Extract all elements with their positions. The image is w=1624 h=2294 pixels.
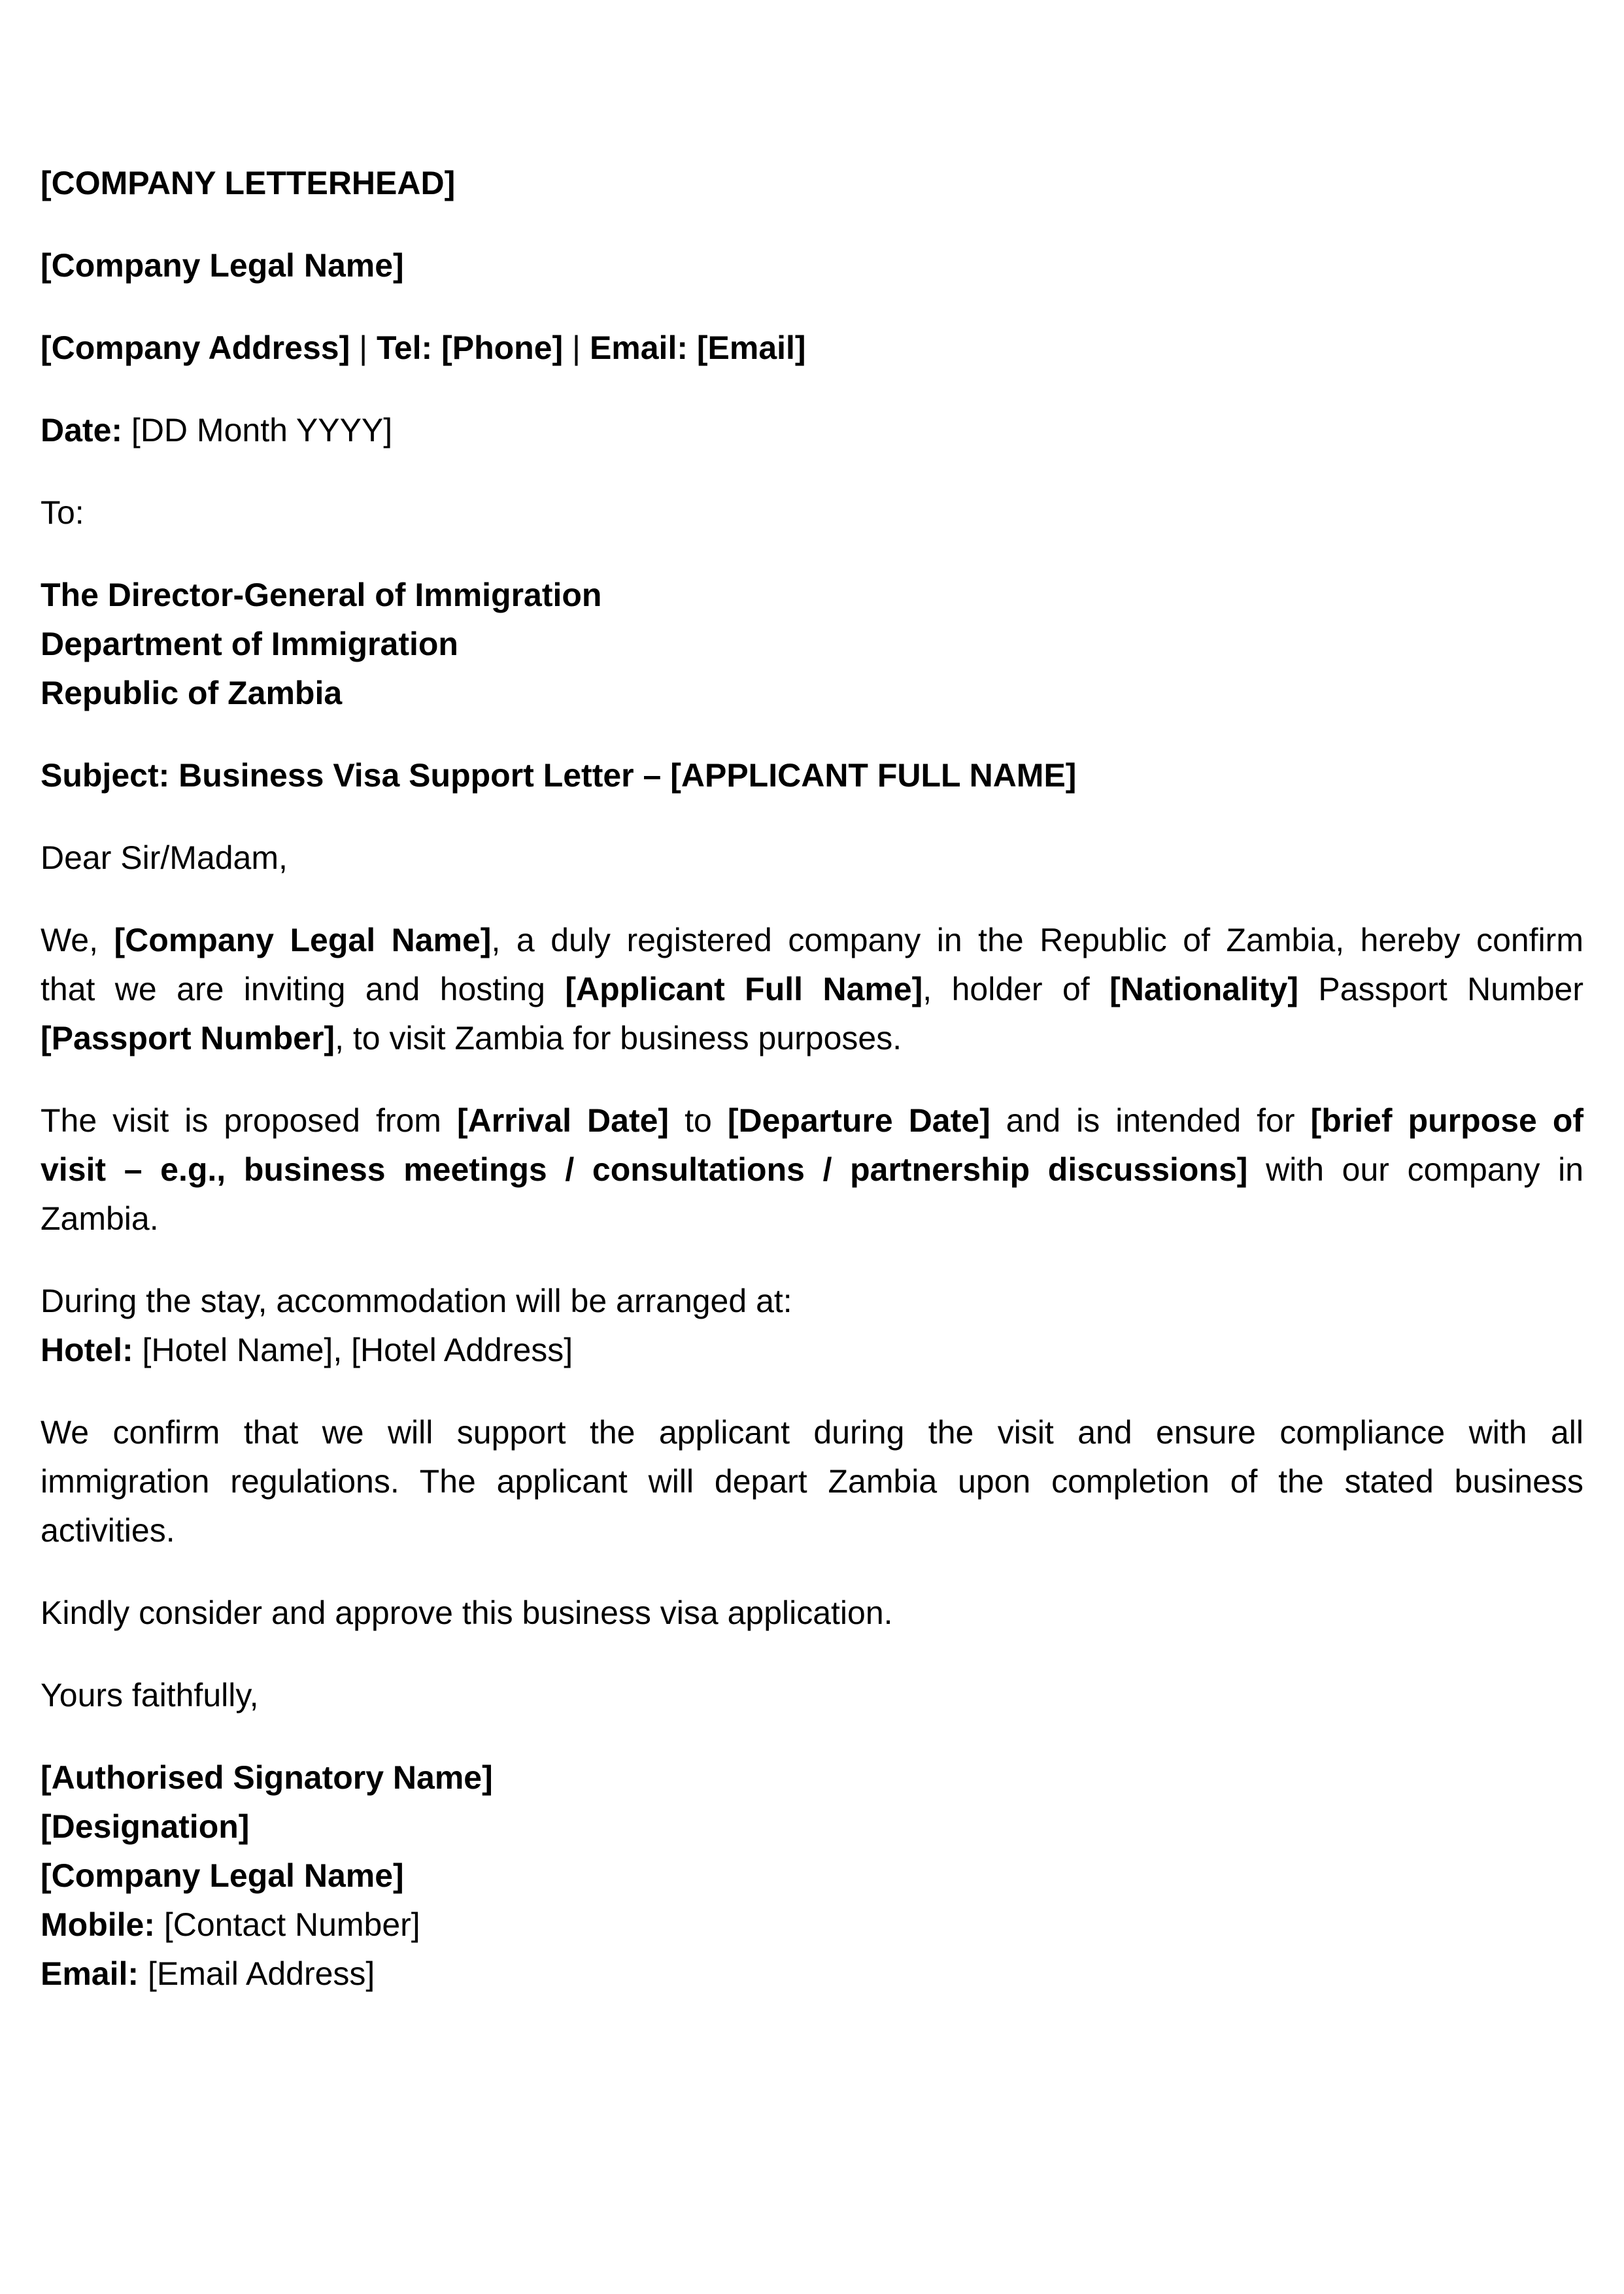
text-line [41, 1900, 1583, 1949]
text-run: [Contact Number] [154, 1906, 420, 1943]
bold-text-run: Department of Immigration [41, 626, 458, 662]
text-run: Zambia. [41, 1200, 159, 1237]
paragraph-accommodation [41, 1277, 1583, 1375]
bold-text-run: [Authorised Signatory Name] [41, 1759, 493, 1796]
text-line [41, 669, 1583, 718]
paragraph-introduction [41, 916, 1583, 1063]
paragraph-request [41, 1589, 1583, 1638]
text-line [41, 1408, 1583, 1457]
bold-text-run: Email: [41, 1955, 139, 1992]
text-line [41, 1014, 1583, 1063]
company-legal-name [41, 241, 1583, 290]
bold-text-run: [Arrival Date] [456, 1102, 669, 1139]
text-line [41, 1753, 1583, 1802]
bold-text-run: The Director-General of Immigration [41, 577, 602, 613]
text-run: To: [41, 494, 84, 531]
text-line [41, 1145, 1583, 1194]
bold-text-run: [brief purpose of [1310, 1102, 1584, 1139]
text-run: [Hotel Name], [Hotel Address] [133, 1332, 573, 1368]
text-line [41, 1326, 1583, 1375]
text-line [41, 1506, 1583, 1555]
text-line [41, 1949, 1583, 1999]
text-line [41, 1851, 1583, 1900]
text-line [41, 1802, 1583, 1851]
paragraph-visit-details [41, 1096, 1583, 1243]
text-run: with our company in [1247, 1151, 1584, 1188]
subject-line [41, 751, 1583, 800]
text-run: immigration regulations. The applicant will depart Zambia upon completion of the stated business [41, 1463, 1583, 1500]
text-line [41, 1589, 1583, 1638]
text-line [41, 834, 1583, 883]
text-run: activities. [41, 1512, 175, 1549]
text-run: During the stay, accommodation will be arranged at: [41, 1283, 792, 1319]
text-line [41, 406, 1583, 455]
text-run: , to visit Zambia for business purposes. [335, 1020, 902, 1056]
text-run: , holder of [922, 971, 1110, 1007]
text-line [41, 571, 1583, 620]
company-contact-line [41, 324, 1583, 373]
text-line [41, 1277, 1583, 1326]
text-line [41, 1096, 1583, 1145]
text-line [41, 620, 1583, 669]
salutation [41, 834, 1583, 883]
text-line [41, 1194, 1583, 1243]
text-run: , a duly registered company in the Republic of Zambia, hereby confirm [491, 922, 1583, 958]
text-run: Dear Sir/Madam, [41, 839, 288, 876]
paragraph-compliance [41, 1408, 1583, 1555]
text-line [41, 488, 1583, 537]
bold-text-run: [Company Address] [41, 329, 350, 366]
closing [41, 1671, 1583, 1720]
to-label [41, 488, 1583, 537]
text-line [41, 324, 1583, 373]
bold-text-run: Date: [41, 412, 123, 448]
date-line [41, 406, 1583, 455]
bold-text-run: Subject: Business Visa Support Letter – [APPLICANT FULL NAME] [41, 757, 1077, 794]
bold-text-run: [Company Legal Name] [41, 247, 404, 284]
letterhead-placeholder [41, 159, 1583, 208]
bold-text-run: [Company Legal Name] [114, 922, 492, 958]
text-run: | [563, 329, 590, 366]
text-run: to [669, 1102, 728, 1139]
text-run: Passport Number [1298, 971, 1583, 1007]
signature-block [41, 1753, 1583, 1999]
bold-text-run: [Passport Number] [41, 1020, 335, 1056]
text-run: Yours faithfully, [41, 1677, 259, 1713]
bold-text-run: [Departure Date] [727, 1102, 990, 1139]
bold-text-run: [Nationality] [1109, 971, 1299, 1007]
recipient-block [41, 571, 1583, 718]
bold-text-run: [Company Legal Name] [41, 1857, 404, 1894]
text-run: | [350, 329, 377, 366]
text-run: that we are inviting and hosting [41, 971, 566, 1007]
text-run: [DD Month YYYY] [122, 412, 393, 448]
text-line [41, 916, 1583, 965]
text-line [41, 1671, 1583, 1720]
bold-text-run: [Designation] [41, 1808, 250, 1845]
bold-text-run: visit – e.g., business meetings / consultations / partnership discussions] [41, 1151, 1248, 1188]
bold-text-run: Hotel: [41, 1332, 133, 1368]
bold-text-run: Republic of Zambia [41, 675, 343, 711]
bold-text-run: Tel: [Phone] [377, 329, 564, 366]
bold-text-run: [Applicant Full Name] [565, 971, 923, 1007]
text-run: [Email Address] [139, 1955, 375, 1992]
text-run: Kindly consider and approve this business visa application. [41, 1594, 893, 1631]
text-run: We confirm that we will support the applicant during the visit and ensure compliance with all [41, 1414, 1583, 1451]
bold-text-run: Mobile: [41, 1906, 155, 1943]
text-line [41, 1457, 1583, 1506]
text-line [41, 965, 1583, 1014]
bold-text-run: Email: [Email] [589, 329, 806, 366]
text-line [41, 751, 1583, 800]
text-line [41, 241, 1583, 290]
bold-text-run: [COMPANY LETTERHEAD] [41, 165, 456, 201]
text-run: The visit is proposed from [41, 1102, 457, 1139]
text-run: We, [41, 922, 114, 958]
text-line [41, 159, 1583, 208]
text-run: and is intended for [990, 1102, 1311, 1139]
